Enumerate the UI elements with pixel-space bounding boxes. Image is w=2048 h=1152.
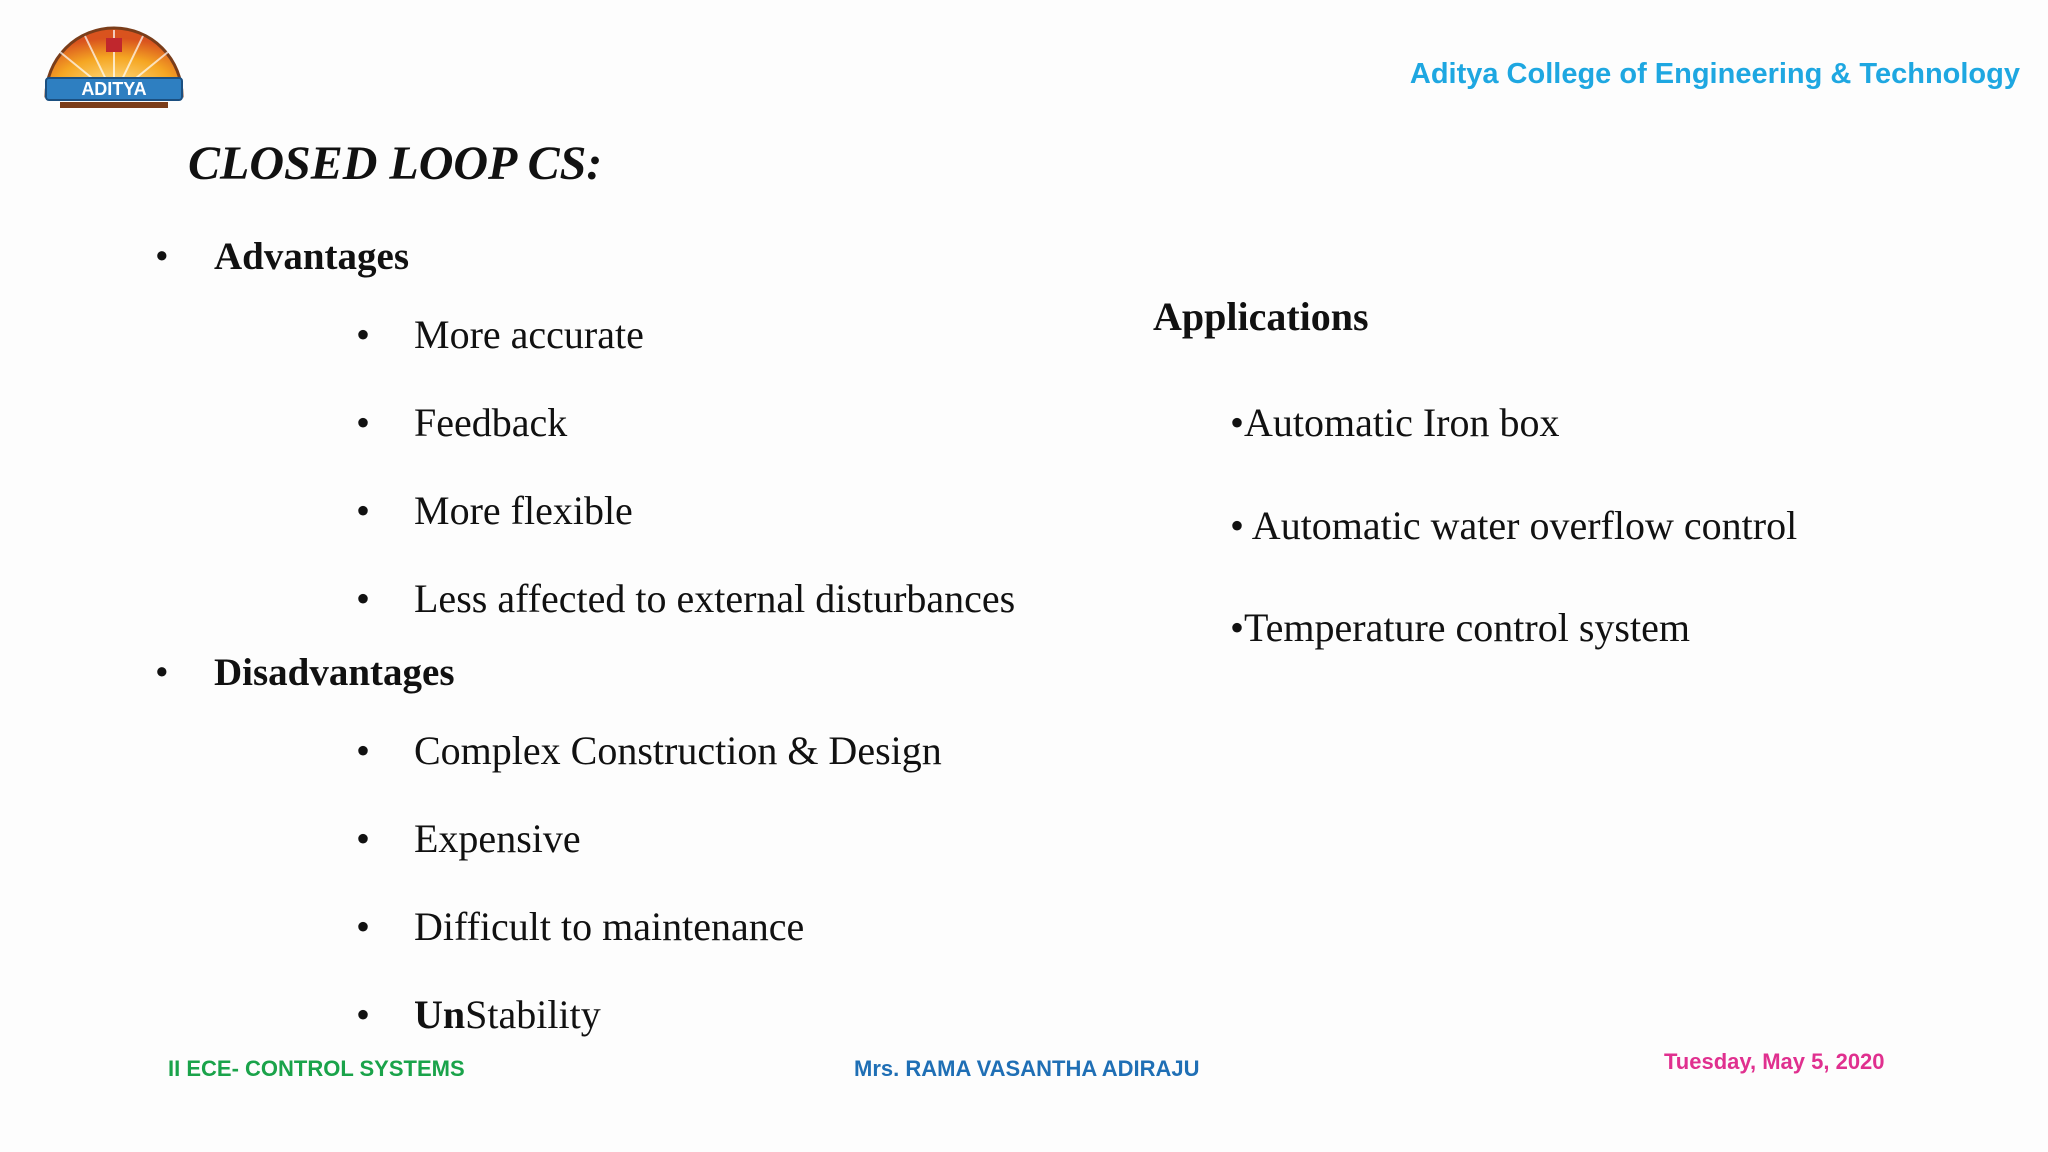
disadvantage-item: • UnStability [356, 992, 601, 1037]
advantage-item: • More accurate [356, 312, 644, 357]
application-item: • Automatic water overflow control [1230, 503, 1798, 548]
advantage-item: • Less affected to external disturbances [356, 576, 1016, 621]
bullet-icon: • [356, 488, 371, 533]
disadvantage-item: • Complex Construction & Design [356, 728, 942, 773]
bullet-icon: • [1230, 400, 1245, 445]
application-item: •Temperature control system [1230, 605, 1690, 650]
bullet-icon: • [155, 235, 169, 278]
bullet-icon: • [155, 651, 169, 694]
disadvantage-item: • Difficult to maintenance [356, 904, 805, 949]
application-item: •Automatic Iron box [1230, 400, 1560, 445]
bullet-icon: • [356, 576, 371, 621]
bullet-icon: • [1230, 503, 1245, 548]
bullet-icon: • [356, 816, 371, 861]
footer-course: II ECE- CONTROL SYSTEMS [168, 1056, 465, 1081]
advantage-item: • Feedback [356, 400, 568, 445]
bullet-icon: • [356, 312, 371, 357]
logo-text: ADITYA [81, 79, 147, 99]
advantage-item: • More flexible [356, 488, 633, 533]
college-name: Aditya College of Engineering & Technology [1409, 58, 2020, 90]
footer-date: Tuesday, May 5, 2020 [1664, 1049, 1885, 1074]
bullet-icon: • [356, 904, 371, 949]
disadvantage-item: • Expensive [356, 816, 581, 861]
college-logo [40, 22, 188, 110]
applications-heading: Applications [1153, 294, 1369, 339]
bullet-icon: • [1230, 605, 1245, 650]
footer-author: Mrs. RAMA VASANTHA ADIRAJU [854, 1056, 1200, 1081]
bullet-icon: • [356, 400, 371, 445]
advantages-heading: • Advantages [155, 235, 410, 278]
bullet-icon: • [356, 728, 371, 773]
disadvantages-heading: • Disadvantages [155, 651, 455, 694]
slide-title: CLOSED LOOP CS: [188, 137, 603, 190]
bullet-icon: • [356, 992, 371, 1037]
